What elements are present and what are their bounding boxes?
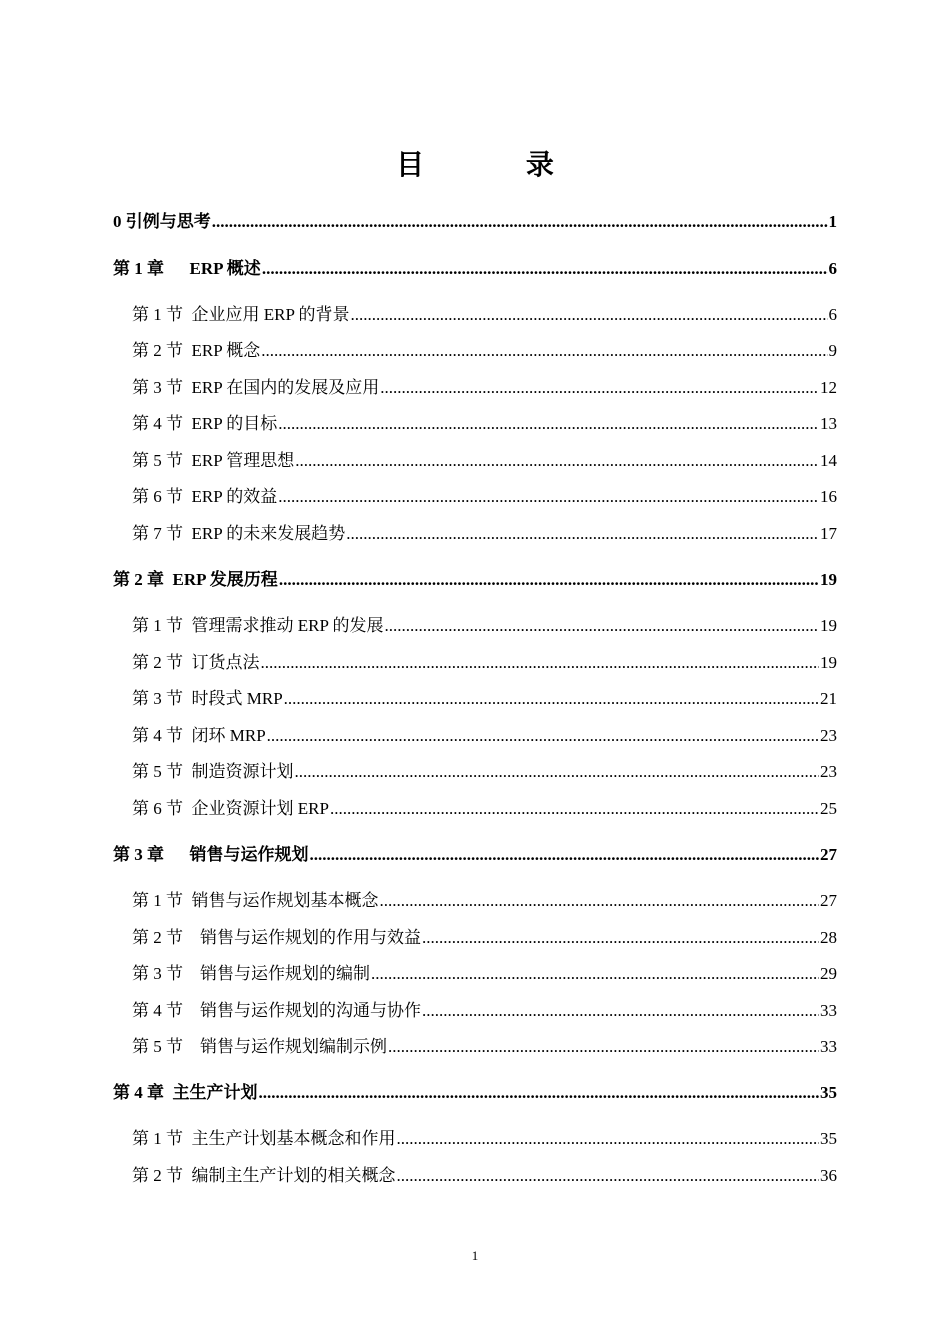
toc-entry-page: 33 bbox=[820, 1001, 837, 1020]
toc-entry-page: 25 bbox=[820, 799, 837, 818]
toc-entry-label: 第 3 节 ERP 在国内的发展及应用 bbox=[132, 378, 380, 397]
dot-leader bbox=[212, 209, 828, 235]
toc-entry-page: 23 bbox=[820, 726, 837, 745]
toc-entry-page: 9 bbox=[828, 341, 837, 360]
toc-entry-page: 29 bbox=[820, 964, 837, 983]
toc-entry-label: 第 1 节 主生产计划基本概念和作用 bbox=[132, 1129, 396, 1148]
dot-leader bbox=[295, 448, 819, 474]
toc-entry-label: 第 6 节 企业资源计划 ERP bbox=[132, 799, 329, 818]
toc-entry-intro[interactable] bbox=[113, 209, 837, 235]
toc-section[interactable] bbox=[132, 1126, 837, 1152]
toc-entry-label: 第 7 节 ERP 的未来发展趋势 bbox=[132, 524, 346, 543]
toc-section[interactable] bbox=[132, 961, 837, 987]
toc-entry-label: 第 4 节 闭环 MRP bbox=[132, 726, 266, 745]
toc-section[interactable] bbox=[132, 925, 837, 951]
toc-entry-page: 16 bbox=[820, 487, 837, 506]
toc-entry-label: 第 2 节 销售与运作规划的作用与效益 bbox=[132, 928, 421, 947]
toc-section[interactable] bbox=[132, 338, 837, 364]
dot-leader bbox=[261, 650, 820, 676]
dot-leader bbox=[346, 521, 819, 547]
toc-chapter-1[interactable] bbox=[113, 256, 837, 282]
toc-entry-page: 14 bbox=[820, 451, 837, 470]
toc-section[interactable] bbox=[132, 759, 837, 785]
toc-entry-page: 33 bbox=[820, 1037, 837, 1056]
toc-section[interactable] bbox=[132, 650, 837, 676]
dot-leader bbox=[279, 567, 819, 593]
toc-entry-page: 35 bbox=[820, 1083, 837, 1102]
toc-section[interactable] bbox=[132, 375, 837, 401]
dot-leader bbox=[330, 796, 819, 822]
dot-leader bbox=[397, 1126, 820, 1152]
toc-entry-page: 12 bbox=[820, 378, 837, 397]
toc-section[interactable] bbox=[132, 888, 837, 914]
dot-leader bbox=[388, 1034, 819, 1060]
dot-leader bbox=[284, 686, 819, 712]
toc-entry-page: 28 bbox=[820, 928, 837, 947]
toc-entry-label: 第 1 章 ERP 概述 bbox=[113, 259, 261, 278]
dot-leader bbox=[385, 613, 819, 639]
page-number-footer: 1 bbox=[471, 1248, 479, 1263]
toc-section[interactable] bbox=[132, 302, 837, 328]
toc-entry-label: 第 2 节 订货点法 bbox=[132, 653, 260, 672]
toc-entry-label: 第 5 节 ERP 管理思想 bbox=[132, 451, 295, 470]
toc-section[interactable] bbox=[132, 411, 837, 437]
dot-leader bbox=[259, 1080, 820, 1106]
toc-entry-page: 1 bbox=[828, 212, 837, 231]
toc-entry-label: 第 4 节 销售与运作规划的沟通与协作 bbox=[132, 1001, 421, 1020]
toc-section[interactable] bbox=[132, 796, 837, 822]
dot-leader bbox=[422, 998, 819, 1024]
toc-entry-label: 第 3 章 销售与运作规划 bbox=[113, 845, 309, 864]
dot-leader bbox=[380, 375, 819, 401]
dot-leader bbox=[380, 888, 820, 914]
toc-entry-page: 17 bbox=[820, 524, 837, 543]
toc-section[interactable] bbox=[132, 484, 837, 510]
toc-entry-page: 13 bbox=[820, 414, 837, 433]
dot-leader bbox=[397, 1163, 820, 1189]
toc-entry-label: 0 引例与思考 bbox=[113, 212, 211, 231]
toc-entry-label: 第 4 节 ERP 的目标 bbox=[132, 414, 278, 433]
toc-entry-label: 第 5 节 制造资源计划 bbox=[132, 762, 294, 781]
toc-chapter-4[interactable] bbox=[113, 1080, 837, 1106]
toc-chapter-2[interactable] bbox=[113, 567, 837, 593]
toc-entry-label: 第 2 节 编制主生产计划的相关概念 bbox=[132, 1166, 396, 1185]
toc-entry-page: 27 bbox=[820, 891, 837, 910]
toc-entry-label: 第 2 章 ERP 发展历程 bbox=[113, 570, 278, 589]
dot-leader bbox=[261, 338, 827, 364]
dot-leader bbox=[422, 925, 819, 951]
toc-entry-page: 6 bbox=[828, 259, 837, 278]
dot-leader bbox=[278, 411, 819, 437]
toc-entry-page: 36 bbox=[820, 1166, 837, 1185]
toc-section[interactable] bbox=[132, 521, 837, 547]
toc-entry-page: 19 bbox=[820, 653, 837, 672]
toc-section[interactable] bbox=[132, 998, 837, 1024]
toc-entry-label: 第 2 节 ERP 概念 bbox=[132, 341, 261, 360]
toc-section[interactable] bbox=[132, 1034, 837, 1060]
toc-section[interactable] bbox=[132, 613, 837, 639]
toc-entry-page: 6 bbox=[828, 305, 837, 324]
dot-leader bbox=[371, 961, 819, 987]
toc-entry-label: 第 5 节 销售与运作规划编制示例 bbox=[132, 1037, 387, 1056]
toc-entry-label: 第 4 章 主生产计划 bbox=[113, 1083, 258, 1102]
toc-entry-label: 第 1 节 企业应用 ERP 的背景 bbox=[132, 305, 350, 324]
toc-entry-page: 21 bbox=[820, 689, 837, 708]
toc-entry-page: 23 bbox=[820, 762, 837, 781]
toc-entry-label: 第 1 节 管理需求推动 ERP 的发展 bbox=[132, 616, 384, 635]
toc-entry-page: 27 bbox=[820, 845, 837, 864]
toc-entry-page: 19 bbox=[820, 570, 837, 589]
page-title: 目 录 bbox=[396, 148, 600, 181]
toc-entry-label: 第 1 节 销售与运作规划基本概念 bbox=[132, 891, 379, 910]
toc-entry-page: 35 bbox=[820, 1129, 837, 1148]
dot-leader bbox=[267, 723, 819, 749]
dot-leader bbox=[310, 842, 820, 868]
toc-section[interactable] bbox=[132, 1163, 837, 1189]
toc-section[interactable] bbox=[132, 723, 837, 749]
toc-chapter-3[interactable] bbox=[113, 842, 837, 868]
toc-entry-label: 第 3 节 时段式 MRP bbox=[132, 689, 283, 708]
dot-leader bbox=[278, 484, 819, 510]
toc-entry-label: 第 6 节 ERP 的效益 bbox=[132, 487, 278, 506]
toc-section[interactable] bbox=[132, 448, 837, 474]
toc-entry-label: 第 3 节 销售与运作规划的编制 bbox=[132, 964, 370, 983]
toc-section[interactable] bbox=[132, 686, 837, 712]
dot-leader bbox=[295, 759, 820, 785]
dot-leader bbox=[351, 302, 828, 328]
dot-leader bbox=[262, 256, 828, 282]
toc-entry-page: 19 bbox=[820, 616, 837, 635]
